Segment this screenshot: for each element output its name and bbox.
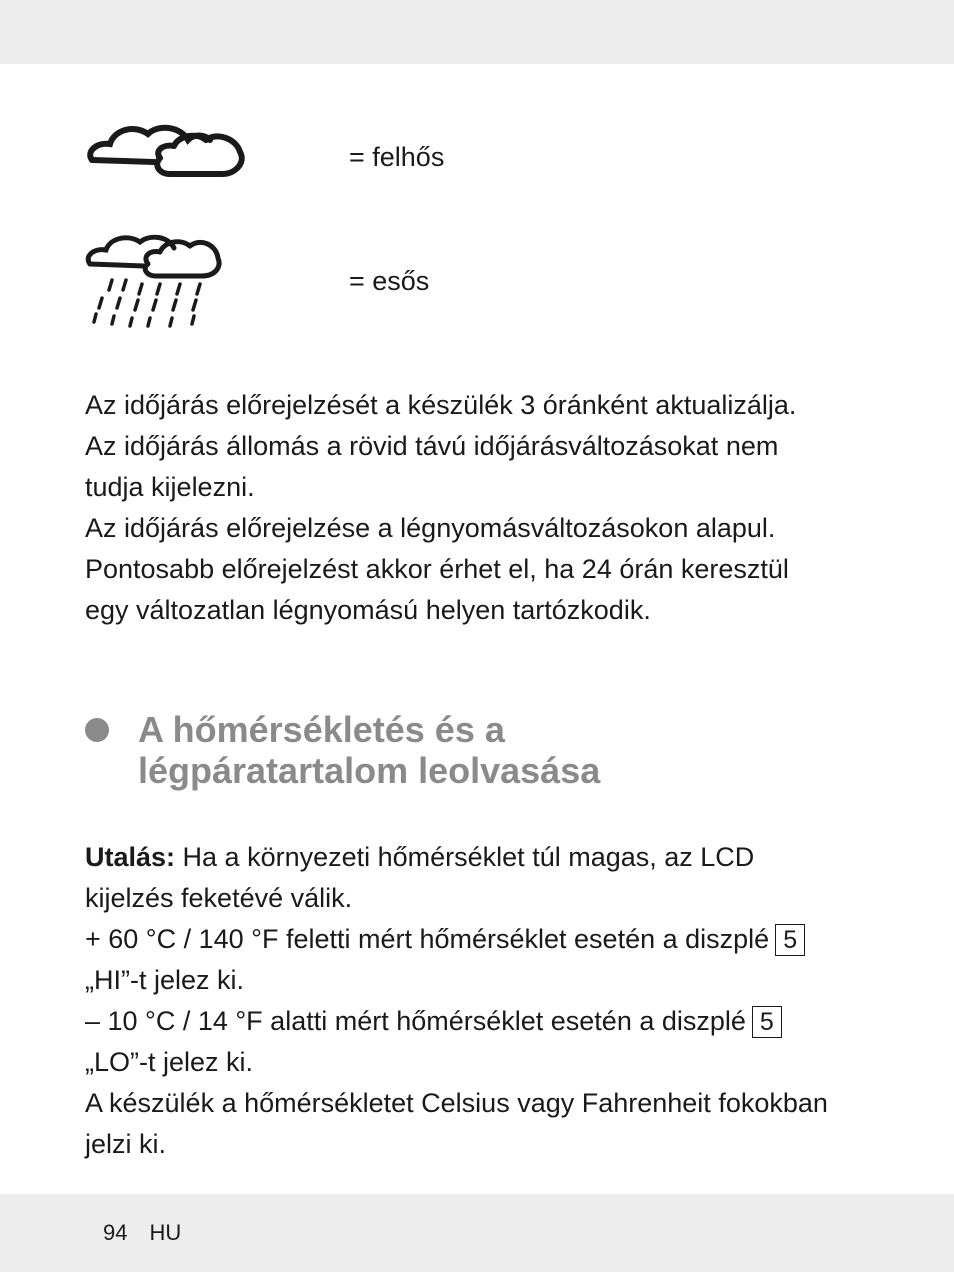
text-line: Az időjárás állomás a rövid távú időjárásváltozásokat nem [85,431,779,461]
text-line: „LO”-t jelez ki. [85,1047,254,1077]
section-title-line: légpáratartalom leolvasása [138,750,601,791]
text-line: A készülék a hőmérsékletet Celsius vagy Fahrenheit fokokban [85,1088,828,1118]
section-title [138,709,600,791]
reference-number-box: 5 [775,924,805,956]
legend-cloudy-label: = felhős [349,142,445,172]
text-line [85,837,875,878]
text-line: Az időjárás előrejelzését a készülék 3 óránként aktualizálja. [85,390,797,420]
page-footer [103,1219,203,1247]
page-number: 94 [103,1220,128,1245]
text-line [85,919,875,960]
text-line: jelzi ki. [85,1129,167,1159]
text-line: egy változatlan légnyomású helyen tartózkodik. [85,595,651,625]
note-paragraph [85,837,875,1165]
text-line: kijelzés feketévé válik. [85,883,353,913]
text-line: Az időjárás előrejelzése a légnyomásváltozásokon alapul. [85,513,776,543]
text-line [85,1001,875,1042]
section-title-line: A hőmérsékletés és a [138,709,505,750]
header-band [0,0,954,64]
section-bullet-icon [85,718,109,742]
note-text: – 10 °C / 14 °F alatti mért hőmérséklet esetén a diszplé [85,1006,746,1036]
text-line: „HI”-t jelez ki. [85,965,245,995]
language-code: HU [149,1220,182,1245]
rainy-icon [84,234,224,330]
forecast-paragraph [85,385,875,631]
legend-rainy-label: = esős [349,266,430,296]
cloudy-icon [84,122,246,182]
text-line: Pontosabb előrejelzést akkor érhet el, ha 24 órán keresztül [85,554,789,584]
reference-number-box: 5 [752,1006,782,1038]
note-label: Utalás: [85,842,176,872]
note-text: Ha a környezeti hőmérséklet túl magas, az LCD [175,842,755,872]
text-line: tudja kijelezni. [85,472,255,502]
note-text: + 60 °C / 140 °F feletti mért hőmérséklet esetén a diszplé [85,924,770,954]
